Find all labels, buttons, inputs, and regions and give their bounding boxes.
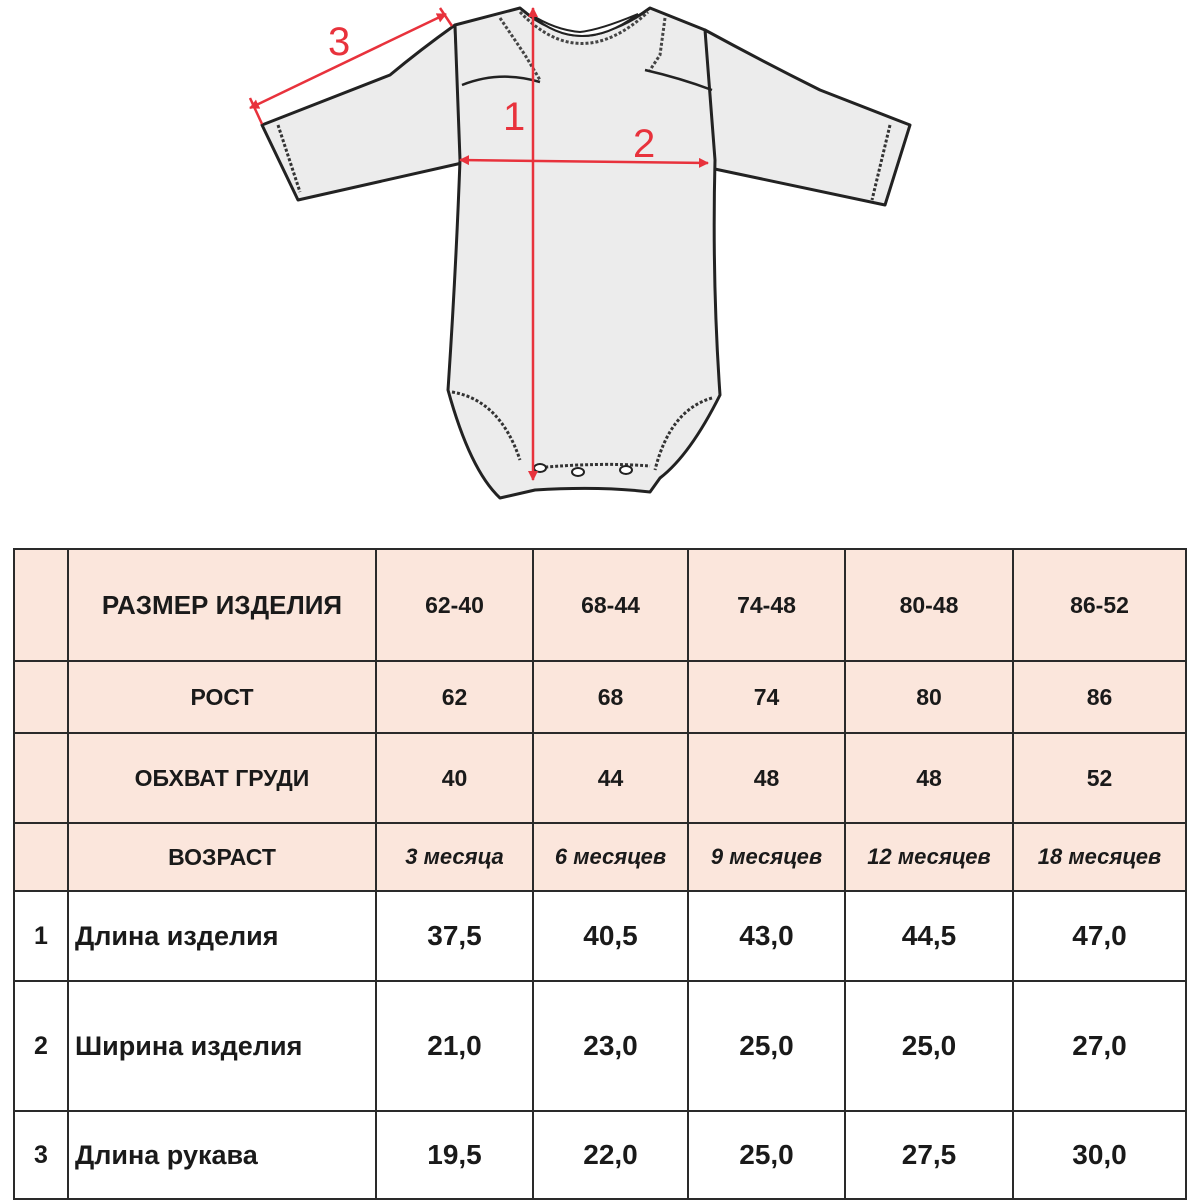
height-value: 80 — [845, 661, 1013, 733]
measurement-value: 25,0 — [845, 981, 1013, 1111]
measurement-row-width — [14, 981, 1186, 1111]
age-row — [14, 823, 1186, 891]
body-outline — [448, 8, 720, 498]
left-sleeve — [262, 25, 462, 200]
bodysuit-garment — [262, 8, 910, 498]
chest-value: 48 — [845, 733, 1013, 823]
measurement-row-sleeve — [14, 1111, 1186, 1199]
age-value: 9 месяцев — [688, 823, 845, 891]
height-row — [14, 661, 1186, 733]
age-label: ВОЗРАСТ — [68, 823, 376, 891]
height-value: 68 — [533, 661, 688, 733]
chest-value: 40 — [376, 733, 533, 823]
size-value: 62-40 — [376, 549, 533, 661]
row-number-empty — [14, 733, 68, 823]
size-table — [13, 548, 1187, 1200]
measurement-value: 44,5 — [845, 891, 1013, 981]
age-value: 6 месяцев — [533, 823, 688, 891]
measurement-value: 30,0 — [1013, 1111, 1186, 1199]
bodysuit-illustration — [0, 0, 1200, 520]
age-value: 12 месяцев — [845, 823, 1013, 891]
measurement-row-length — [14, 891, 1186, 981]
measurement-value: 25,0 — [688, 981, 845, 1111]
right-sleeve — [705, 30, 910, 205]
size-value: 86-52 — [1013, 549, 1186, 661]
size-value: 74-48 — [688, 549, 845, 661]
height-value: 86 — [1013, 661, 1186, 733]
size-value: 80-48 — [845, 549, 1013, 661]
marker-label-2: 2 — [633, 122, 656, 166]
row-number-empty — [14, 823, 68, 891]
row-number: 1 — [14, 891, 68, 981]
measurement-value: 37,5 — [376, 891, 533, 981]
height-label: РОСТ — [68, 661, 376, 733]
row-number-empty — [14, 549, 68, 661]
size-label: РАЗМЕР ИЗДЕЛИЯ — [68, 549, 376, 661]
row-number: 2 — [14, 981, 68, 1111]
row-number-empty — [14, 661, 68, 733]
chest-value: 52 — [1013, 733, 1186, 823]
chest-label: ОБХВАТ ГРУДИ — [68, 733, 376, 823]
measurement-value: 27,0 — [1013, 981, 1186, 1111]
size-value: 68-44 — [533, 549, 688, 661]
age-value: 3 месяца — [376, 823, 533, 891]
chest-value: 44 — [533, 733, 688, 823]
measurement-name: Длина рукава — [68, 1111, 376, 1199]
row-number: 3 — [14, 1111, 68, 1199]
measurement-value: 47,0 — [1013, 891, 1186, 981]
measurement-value: 40,5 — [533, 891, 688, 981]
measurement-value: 19,5 — [376, 1111, 533, 1199]
size-row — [14, 549, 1186, 661]
measurement-value: 21,0 — [376, 981, 533, 1111]
chest-value: 48 — [688, 733, 845, 823]
measurement-value: 43,0 — [688, 891, 845, 981]
measurement-value: 27,5 — [845, 1111, 1013, 1199]
height-value: 74 — [688, 661, 845, 733]
marker-label-1: 1 — [503, 95, 526, 139]
marker-label-3: 3 — [328, 20, 351, 64]
height-value: 62 — [376, 661, 533, 733]
measurement-name: Ширина изделия — [68, 981, 376, 1111]
measurement-name: Длина изделия — [68, 891, 376, 981]
chest-row — [14, 733, 1186, 823]
measurement-value: 25,0 — [688, 1111, 845, 1199]
measurement-value: 22,0 — [533, 1111, 688, 1199]
age-value: 18 месяцев — [1013, 823, 1186, 891]
measurement-value: 23,0 — [533, 981, 688, 1111]
